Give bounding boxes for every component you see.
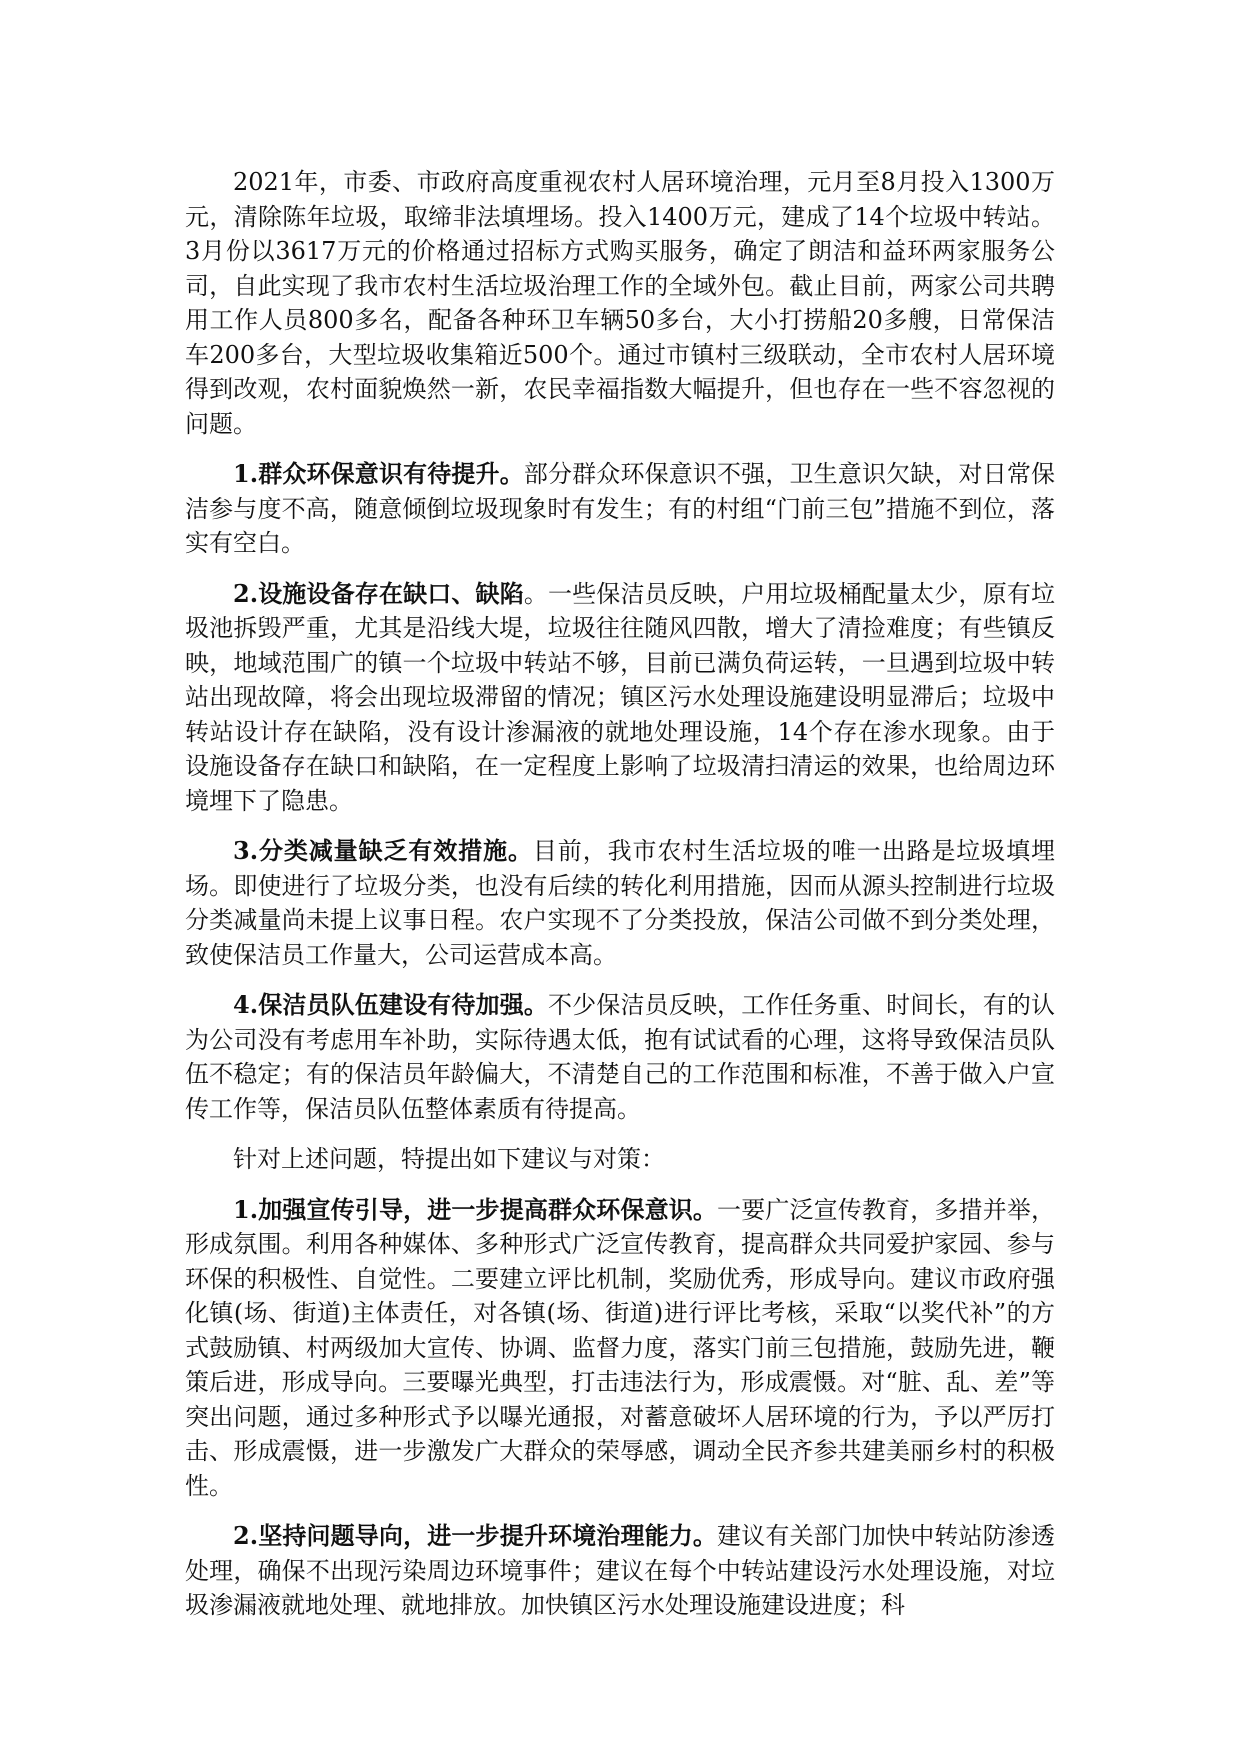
paragraph-text: 2021年，市委、市政府高度重视农村人居环境治理，元月至8月投入1300万元，清除陈年垃圾，取缔非法填埋场。投入1400万元，建成了14个垃圾中转站。3月份以3617万元的价格通过招标方式购买服务，确定了朗洁和益环两家服务公司，自此实现了我市农村生活垃圾治理工作的全域外包。截止目前，两家公司共聘用工作人员800多名，配备各种环卫车辆50多台，大小打捞船20多艘，日常保洁车200多台，大型垃圾收集箱近500个。通过市镇村三级联动，全市农村人居环境得到改观，农村面貌焕然一新，农民幸福指数大幅提升，但也存在一些不容忽视的问题。: [185, 168, 1055, 438]
paragraph-text: 针对上述问题，特提出如下建议与对策：: [233, 1145, 665, 1173]
document-body: [185, 165, 1055, 1639]
paragraph-suggestion-1: [185, 1193, 1055, 1504]
paragraph-issue-3: [185, 834, 1055, 972]
paragraph-text: 不少保洁员反映，工作任务重、时间长，有的认为公司没有考虑用车补助，实际待遇太低，抱有试试看的心理，这将导致保洁员队伍不稳定；有的保洁员年龄偏大，不清楚自己的工作范围和标准，不善于做入户宣传工作等，保洁员队伍整体素质有待提高。: [185, 991, 1055, 1123]
paragraph-issue-1: [185, 457, 1055, 561]
paragraph-text: 部分群众环保意识不强，卫生意识欠缺，对日常保洁参与度不高，随意倾倒垃圾现象时有发生；有的村组“门前三包”措施不到位，落实有空白。: [185, 460, 1055, 557]
paragraph-lead: 1.群众环保意识有待提升。: [233, 459, 524, 488]
paragraph-suggestion-2: [185, 1519, 1055, 1623]
paragraph-intro: [185, 165, 1055, 441]
paragraph-lead: 3.分类减量缺乏有效措施。: [233, 836, 533, 865]
paragraph-text: 建议有关部门加快中转站防渗透处理，确保不出现污染周边环境事件；建议在每个中转站建设污水处理设施，对垃圾渗漏液就地处理、就地排放。加快镇区污水处理设施建设进度；科: [185, 1522, 1055, 1619]
paragraph-issue-2: [185, 577, 1055, 819]
paragraph-lead: 4.保洁员队伍建设有待加强。: [233, 990, 548, 1019]
paragraph-text: 一要广泛宣传教育，多措并举，形成氛围。利用各种媒体、多种形式广泛宣传教育，提高群众共同爱护家园、参与环保的积极性、自觉性。二要建立评比机制，奖励优秀，形成导向。建议市政府强化镇(场、街道)主体责任，对各镇(场、街道)进行评比考核，采取“以奖代补”的方式鼓励镇、村两级加大宣传、协调、监督力度，落实门前三包措施，鼓励先进，鞭策后进，形成导向。三要曝光典型，打击违法行为，形成震慑。对“脏、乱、差”等突出问题，通过多种形式予以曝光通报，对蓄意破坏人居环境的行为，予以严厉打击、形成震慑，进一步激发广大群众的荣辱感，调动全民齐参共建美丽乡村的积极性。: [185, 1195, 1055, 1500]
paragraph-text: 。一些保洁员反映，户用垃圾桶配量太少，原有垃圾池拆毁严重，尤其是沿线大堤，垃圾往往随风四散，增大了清捡难度；有些镇反映，地域范围广的镇一个垃圾中转站不够，目前已满负荷运转，一旦遇到垃圾中转站出现故障，将会出现垃圾滞留的情况；镇区污水处理设施建设明显滞后；垃圾中转站设计存在缺陷，没有设计渗漏液的就地处理设施，14个存在渗水现象。由于设施设备存在缺口和缺陷，在一定程度上影响了垃圾清扫清运的效果，也给周边环境埋下了隐患。: [185, 579, 1055, 815]
paragraph-lead: 2.设施设备存在缺口、缺陷: [233, 578, 524, 608]
paragraph-lead: 2.坚持问题导向，进一步提升环境治理能力。: [233, 1521, 718, 1550]
paragraph-lead: 1.加强宣传引导，进一步提高群众环保意识。: [233, 1194, 718, 1224]
paragraph-suggestions-intro: [185, 1142, 1055, 1177]
paragraph-issue-4: [185, 988, 1055, 1126]
paragraph-text: 目前，我市农村生活垃圾的唯一出路是垃圾填埋场。即使进行了垃圾分类，也没有后续的转化利用措施，因而从源头控制进行垃圾分类减量尚未提上议事日程。农户实现不了分类投放，保洁公司做不到分类处理，致使保洁员工作量大，公司运营成本高。: [185, 837, 1055, 969]
